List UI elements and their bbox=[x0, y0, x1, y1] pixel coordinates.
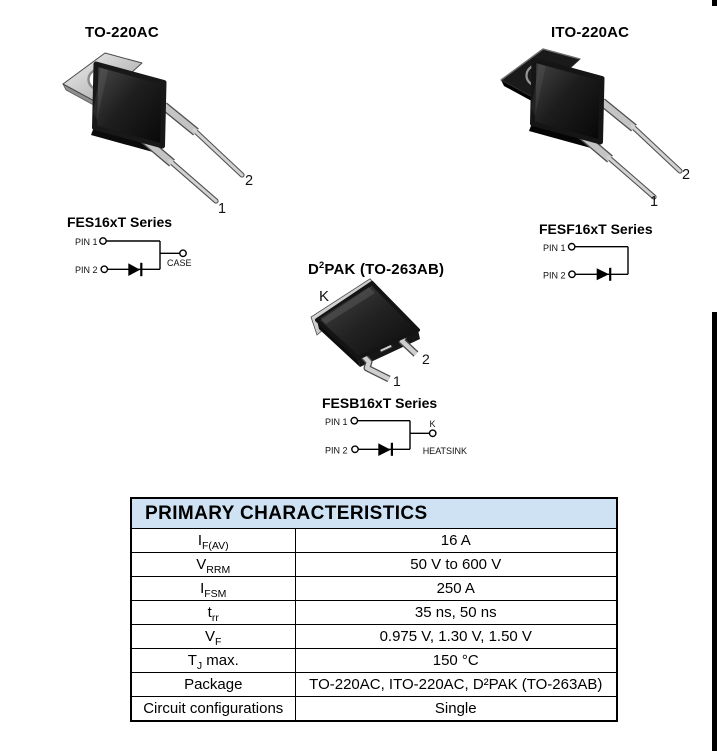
d2pak-lead2-label: 2 bbox=[422, 351, 430, 367]
param-cell: $I_{FSM}$ bbox=[131, 577, 295, 601]
param-cell: $V_{RRM}$ bbox=[131, 553, 295, 577]
param-cell: $I_{F(AV)}$ bbox=[131, 529, 295, 553]
ito220ac-lead1-label: 1 bbox=[650, 194, 659, 210]
table-row bbox=[131, 649, 617, 673]
fesb-diode-symbol bbox=[378, 443, 392, 456]
fesb-pin1-terminal bbox=[351, 418, 357, 424]
param-cell: $V_F$ bbox=[131, 625, 295, 649]
series-title-fesf16xt: FESF16xT Series bbox=[539, 221, 653, 237]
param-cell: $T_J$ max. bbox=[131, 649, 295, 673]
fes16xt-schematic bbox=[66, 230, 206, 288]
fes-diode-symbol bbox=[128, 263, 141, 276]
d2pak-tab-label: K bbox=[319, 288, 330, 305]
to220ac-lead1-label: 1 bbox=[218, 201, 227, 217]
table-header-row bbox=[131, 498, 617, 529]
fes-pin2-terminal bbox=[101, 266, 107, 272]
fes-pin1-label: PIN 1 bbox=[75, 237, 98, 247]
package-title-ito220ac: ITO-220AC bbox=[551, 24, 630, 41]
value-cell: 250 A bbox=[295, 577, 617, 601]
param-cell: $t_{rr}$ bbox=[131, 601, 295, 625]
param-cell: Circuit configurations bbox=[131, 697, 295, 722]
value-cell: 35 ns, 50 ns bbox=[295, 601, 617, 625]
to220ac-lead2-label: 2 bbox=[245, 173, 254, 189]
fes-pin2-label: PIN 2 bbox=[75, 265, 98, 275]
fesb-k-label: K bbox=[429, 419, 436, 429]
value-cell: 150 °C bbox=[295, 649, 617, 673]
fesb-heatsink-terminal bbox=[430, 430, 436, 436]
d2pak-lead1-label: 1 bbox=[393, 373, 401, 389]
d2pak-package-illustration bbox=[292, 278, 442, 398]
ito220ac-lead2-label: 2 bbox=[682, 167, 691, 183]
fesb-pin2-label: PIN 2 bbox=[325, 445, 348, 456]
fes-case-label: CASE bbox=[167, 258, 192, 268]
ito220ac-package-illustration bbox=[498, 46, 698, 216]
page-edge-artifact-top bbox=[712, 0, 717, 6]
fes-case-terminal bbox=[180, 250, 186, 256]
fesf-diode-symbol bbox=[597, 268, 611, 281]
table-row bbox=[131, 553, 617, 577]
table-row bbox=[131, 529, 617, 553]
value-cell: 16 A bbox=[295, 529, 617, 553]
package-title-to220ac: TO-220AC bbox=[85, 24, 159, 41]
value-cell: Single bbox=[295, 697, 617, 722]
value-cell: TO-220AC, ITO-220AC, D²PAK (TO-263AB) bbox=[295, 673, 617, 697]
fesf-pin1-label: PIN 1 bbox=[543, 243, 566, 253]
fesf16xt-schematic bbox=[538, 238, 643, 290]
value-cell: 50 V to 600 V bbox=[295, 553, 617, 577]
primary-characteristics-table bbox=[130, 497, 618, 722]
table-row bbox=[131, 673, 617, 697]
fesb-heatsink-label: HEATSINK bbox=[422, 446, 468, 456]
table-title: PRIMARY CHARACTERISTICS bbox=[131, 498, 617, 529]
table-row bbox=[131, 625, 617, 649]
table-row bbox=[131, 577, 617, 601]
package-title-d2pak: $D^2PAK$ (TO-263AB) bbox=[308, 260, 445, 278]
page-edge-artifact-right bbox=[712, 312, 717, 751]
table-row bbox=[131, 601, 617, 625]
fesf-pin2-label: PIN 2 bbox=[543, 270, 566, 281]
to220ac-package-illustration bbox=[60, 50, 260, 220]
series-title-fes16xt: FES16xT Series bbox=[67, 214, 173, 230]
fesf-pin2-terminal bbox=[569, 271, 575, 277]
fesb-pin1-label: PIN 1 bbox=[325, 417, 348, 427]
fes-pin1-terminal bbox=[100, 238, 106, 244]
param-cell: Package bbox=[131, 673, 295, 697]
value-cell: 0.975 V, 1.30 V, 1.50 V bbox=[295, 625, 617, 649]
fesb-pin2-terminal bbox=[352, 446, 358, 452]
series-title-fesb16xt: FESB16xT Series bbox=[322, 395, 438, 411]
fesb16xt-schematic bbox=[321, 412, 471, 464]
table-row bbox=[131, 697, 617, 722]
fesf-pin1-terminal bbox=[569, 244, 575, 250]
